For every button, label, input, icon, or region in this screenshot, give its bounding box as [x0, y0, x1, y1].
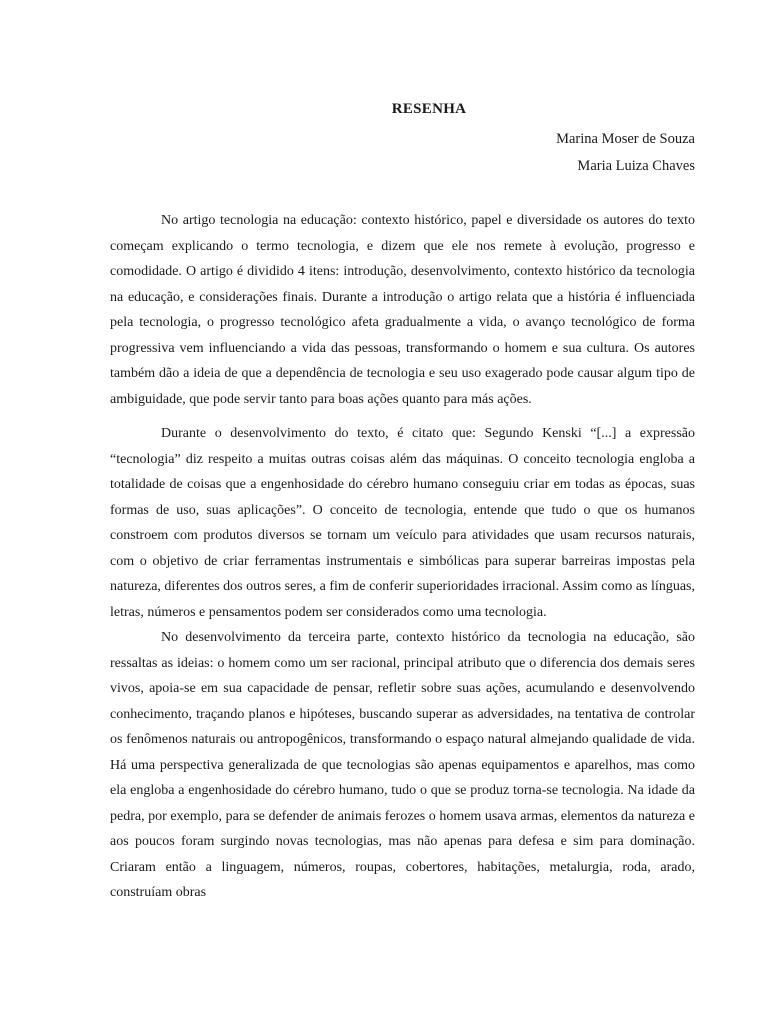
- author-name: Maria Luiza Chaves: [577, 158, 695, 174]
- paragraph-introduction: No artigo tecnologia na educação: contexto histórico, papel e diversidade os autores do texto começam explicando o termo tecnologia, e dizem que ele nos remete à evolução, progresso e comodidade. O artigo é dividido 4 itens: introdução, desenvolvimento, contexto histórico da tecnologia na educação, e considerações finais. Durante a introdução o artigo relata que a história é influenciada pela tecnologia, o progresso tecnológico afeta gradualmente a vida, o avanço tecnológico de forma progressiva vem influenciando a vida das pessoas, transformando o homem e sua cultura. Os autores também dão a ideia de que a dependência de tecnologia e seu uso exagerado pode causar algum tipo de ambiguidade, que pode servir tanto para boas ações quanto para más ações.: [110, 213, 695, 407]
- paragraph-historical-context: No desenvolvimento da terceira parte, contexto histórico da tecnologia na educação, são ressaltas as ideias: o homem como um ser racional, principal atributo que o diferencia dos demais seres vivos, apoia-se em sua capacidade de pensar, refletir sobre suas ações, acumulando e desenvolvendo conhecimento, traçando planos e hipóteses, buscando superar as adversidades, na tentativa de controlar os fenômenos naturais ou antropogênicos, transformando o espaço natural almejando qualidade de vida. Há uma perspectiva generalizada de que tecnologias são apenas equipamentos e aparelhos, mas como ela engloba a engenhosidade do cérebro humano, tudo o que se produz torna-se tecnologia. Na idade da pedra, por exemplo, para se defender de animais ferozes o homem usava armas, elementos da natureza e aos poucos foram surgindo novas tecnologias, mas não apenas para defesa e sim para dominação. Criaram então a linguagem, números, roupas, cobertores, habitações, metalurgia, roda, arado, construíam obras: [110, 630, 695, 900]
- author-name: Marina Moser de Souza: [556, 131, 695, 147]
- paragraph-development: Durante o desenvolvimento do texto, é citato que: Segundo Kenski “[...] a expressão “tecnologia” diz respeito a muitas outras coisas além das máquinas. O conceito tecnologia engloba a totalidade de coisas que a engenhosidade do cérebro humano conseguiu criar em todas as épocas, suas formas de uso, suas aplicações”. O conceito de tecnologia, entende que tudo o que os humanos constroem com produtos diversos se tornam um veículo para atividades que usam recursos naturais, com o objetivo de criar ferramentas instrumentais e simbólicas para superar barreiras impostas pela natureza, diferentes dos outros seres, a fim de conferir superioridades irracional. Assim como as línguas, letras, números e pensamentos podem ser considerados como uma tecnologia.: [110, 426, 695, 620]
- document-title: RESENHA: [391, 101, 467, 117]
- author-list: [556, 126, 695, 180]
- document-body: [110, 208, 695, 906]
